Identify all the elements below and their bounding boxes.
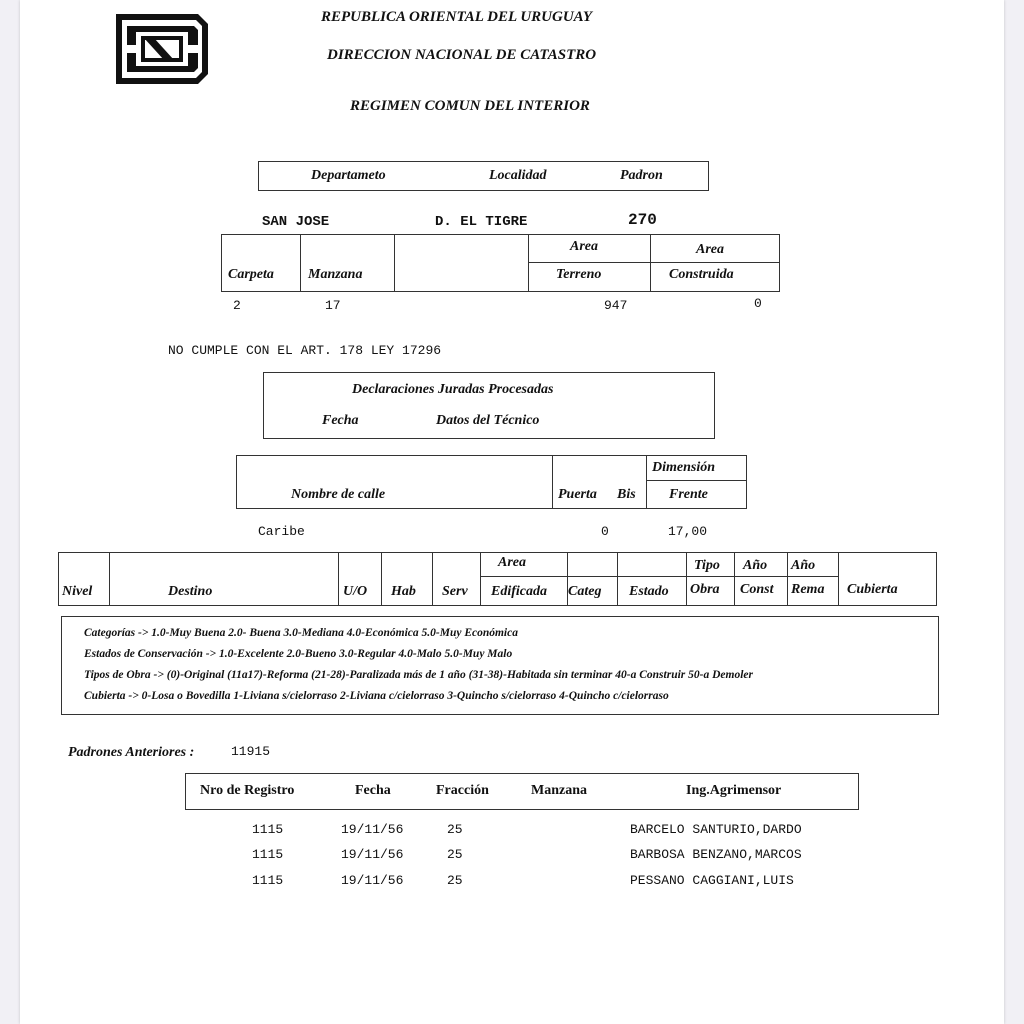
- nivel-header: Nivel: [62, 584, 93, 599]
- tipo-obra-header-top: Tipo: [694, 558, 720, 573]
- padron-label: Padron: [620, 168, 663, 183]
- area-construida-header-bottom: Construida: [669, 267, 734, 282]
- categ-header: Categ: [568, 584, 602, 599]
- departamento-label: Departameto: [311, 168, 386, 183]
- declaraciones-tecnico-label: Datos del Técnico: [436, 413, 540, 428]
- header-republica: REPUBLICA ORIENTAL DEL URUGUAY: [321, 9, 593, 25]
- carpeta-value: 2: [233, 298, 241, 313]
- fecha-header: Fecha: [355, 783, 391, 798]
- declaraciones-fecha-label: Fecha: [322, 413, 359, 428]
- padrones-anteriores-value: 11915: [231, 744, 271, 759]
- manzana-header: Manzana: [308, 267, 363, 282]
- departamento-value: SAN JOSE: [262, 214, 330, 230]
- registro-cell: 1115: [252, 847, 284, 862]
- document-page: [20, 0, 1004, 1024]
- agrimensor-cell: BARCELO SANTURIO,DARDO: [630, 822, 802, 837]
- area-terreno-header-bottom: Terreno: [556, 267, 602, 282]
- area-construida-value: 0: [754, 296, 762, 311]
- area-edificada-header-bottom: Edificada: [491, 584, 547, 599]
- area-construida-header-top: Area: [696, 242, 724, 257]
- registro-cell: 1115: [252, 873, 284, 888]
- carpeta-header: Carpeta: [228, 267, 274, 282]
- legend-estados: Estados de Conservación -> 1.0-Excelente 2.0-Bueno 3.0-Regular 4.0-Malo 5.0-Muy Malo: [84, 648, 513, 660]
- street-name-header: Nombre de calle: [291, 487, 386, 502]
- serv-header: Serv: [442, 584, 468, 599]
- fraccion-cell: 25: [447, 822, 463, 837]
- nro-registro-header: Nro de Registro: [200, 783, 295, 798]
- fraccion-header: Fracción: [436, 783, 489, 798]
- frente-value: 17,00: [668, 524, 708, 539]
- hab-header: Hab: [391, 584, 416, 599]
- dimension-header: Dimensión: [652, 460, 716, 475]
- legend-categorias: Categorías -> 1.0-Muy Buena 2.0- Buena 3.0-Mediana 4.0-Económica 5.0-Muy Económica: [84, 627, 518, 639]
- registro-cell: 1115: [252, 822, 284, 837]
- agrimensor-cell: PESSANO CAGGIANI,LUIS: [630, 873, 794, 888]
- anio-rema-header-bottom: Rema: [791, 582, 825, 597]
- localidad-value: D. EL TIGRE: [435, 214, 528, 230]
- uo-header: U/O: [343, 584, 368, 599]
- street-name-value: Caribe: [258, 524, 305, 539]
- area-terreno-value: 947: [604, 298, 628, 313]
- localidad-label: Localidad: [489, 168, 547, 183]
- bis-header: Bis: [617, 487, 636, 502]
- legend-box: [61, 616, 939, 715]
- fecha-cell: 19/11/56: [341, 847, 404, 862]
- manzana-header-registro: Manzana: [531, 783, 587, 798]
- declaraciones-title: Declaraciones Juradas Procesadas: [352, 382, 554, 397]
- fecha-cell: 19/11/56: [341, 873, 404, 888]
- agrimensor-header: Ing.Agrimensor: [686, 783, 782, 798]
- catastro-logo-icon: [114, 12, 210, 86]
- destino-header: Destino: [168, 584, 213, 599]
- agrimensor-cell: BARBOSA BENZANO,MARCOS: [630, 847, 802, 862]
- legal-notice: NO CUMPLE CON EL ART. 178 LEY 17296: [168, 343, 442, 358]
- puerta-value: 0: [601, 524, 609, 539]
- anio-const-header-top: Año: [743, 558, 768, 573]
- area-terreno-header-top: Area: [570, 239, 598, 254]
- estado-header: Estado: [629, 584, 669, 599]
- anio-const-header-bottom: Const: [740, 582, 774, 597]
- padrones-anteriores-label: Padrones Anteriores :: [68, 745, 195, 760]
- legend-cubierta: Cubierta -> 0-Losa o Bovedilla 1-Liviana s/cielorraso 2-Liviana c/cielorraso 3-Quincho s/cielorraso 4-Quincho c/cielorraso: [84, 690, 669, 702]
- legend-tipos-obra: Tipos de Obra -> (0)-Original (11a17)-Reforma (21-28)-Paralizada más de 1 año (31-38)-Habitada sin terminar 40-a Construir 50-a Demoler: [84, 669, 753, 681]
- area-edificada-header-top: Area: [498, 555, 526, 570]
- padron-value: 270: [628, 211, 657, 229]
- puerta-header: Puerta: [558, 487, 597, 502]
- header-direccion: DIRECCION NACIONAL DE CATASTRO: [327, 47, 597, 63]
- fraccion-cell: 25: [447, 847, 463, 862]
- anio-rema-header-top: Año: [791, 558, 816, 573]
- frente-header: Frente: [669, 487, 708, 502]
- manzana-value: 17: [325, 298, 341, 313]
- cubierta-header: Cubierta: [847, 582, 898, 597]
- fraccion-cell: 25: [447, 873, 463, 888]
- tipo-obra-header-bottom: Obra: [690, 582, 720, 597]
- header-regimen: REGIMEN COMUN DEL INTERIOR: [350, 98, 590, 114]
- fecha-cell: 19/11/56: [341, 822, 404, 837]
